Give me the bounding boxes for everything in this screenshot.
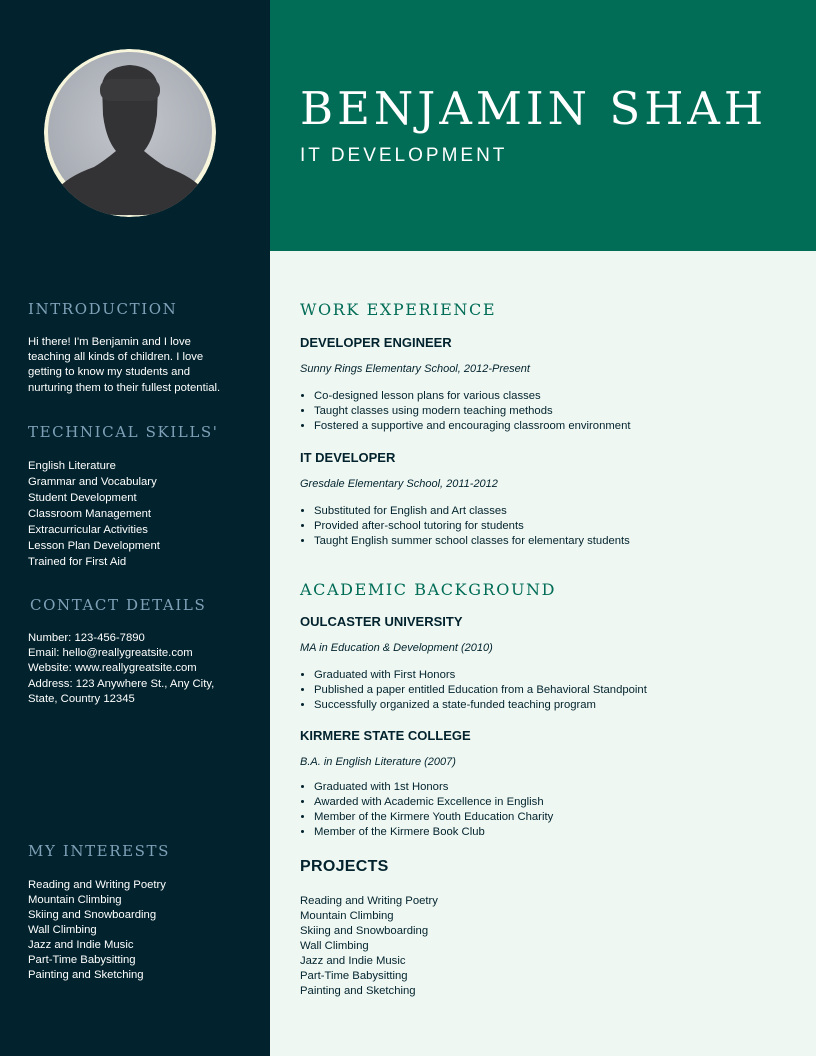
- interest-item: Painting and Sketching: [28, 969, 144, 981]
- school-bullets: [300, 780, 553, 840]
- project-item: Reading and Writing Poetry: [300, 895, 438, 907]
- contact-email: Email: hello@reallygreatsite.com: [28, 647, 193, 660]
- skill-item: English Literature: [28, 460, 116, 472]
- job-title: DEVELOPER ENGINEER: [300, 335, 452, 350]
- skill-item: Trained for First Aid: [28, 556, 127, 568]
- project-item: Skiing and Snowboarding: [300, 925, 429, 937]
- skill-item: Grammar and Vocabulary: [28, 476, 157, 488]
- interest-item: Part-Time Babysitting: [28, 954, 136, 966]
- bullet-item: • Member of the Kirmere Book Club: [314, 825, 553, 840]
- job-subtitle: Sunny Rings Elementary School, 2012-Present: [300, 363, 530, 375]
- skill-item: Classroom Management: [28, 508, 152, 520]
- interests-list: [28, 878, 166, 983]
- person-silhouette-icon: [44, 49, 216, 217]
- projects-list: [300, 894, 438, 999]
- school-title: KIRMERE STATE COLLEGE: [300, 728, 471, 743]
- bullet-item: • Taught English summer school classes for elementary students: [314, 534, 630, 549]
- introduction-text: Hi there! I'm Benjamin and I love teaching all kinds of children. I love getting to know my students and nurturing them to their fullest potential.: [28, 336, 221, 394]
- candidate-name: BENJAMIN SHAH: [300, 82, 768, 135]
- bullet-item: • Substituted for English and Art classes: [314, 504, 630, 519]
- project-item: Mountain Climbing: [300, 910, 394, 922]
- work-experience-heading: WORK EXPERIENCE: [300, 300, 497, 319]
- interests-heading: MY INTERESTS: [28, 842, 171, 860]
- job-bullets: [300, 504, 630, 549]
- contact-number: Number: 123-456-7890: [28, 632, 145, 644]
- contact-details: [28, 631, 228, 707]
- bullet-item: • Published a paper entitled Education from a Behavioral Standpoint: [314, 683, 647, 698]
- job-title: IT DEVELOPER: [300, 450, 396, 465]
- bullet-item: • Member of the Kirmere Youth Education Charity: [314, 810, 553, 825]
- contact-website: Website: www.reallygreatsite.com: [28, 662, 197, 675]
- bullet-item: • Graduated with First Honors: [314, 668, 647, 683]
- bullet-item: • Graduated with 1st Honors: [314, 780, 553, 795]
- interest-item: Wall Climbing: [28, 924, 97, 936]
- school-subtitle: B.A. in English Literature (2007): [300, 756, 456, 768]
- skills-list: [28, 458, 160, 570]
- skills-heading: TECHNICAL SKILLS': [28, 423, 219, 441]
- contact-address: Address: 123 Anywhere St., Any City, State, Country 12345: [28, 677, 215, 705]
- interest-item: Reading and Writing Poetry: [28, 879, 166, 891]
- project-item: Part-Time Babysitting: [300, 970, 408, 982]
- skill-item: Lesson Plan Development: [28, 540, 160, 552]
- skill-item: Extracurricular Activities: [28, 524, 148, 536]
- projects-heading: PROJECTS: [300, 858, 389, 875]
- interest-item: Jazz and Indie Music: [28, 939, 134, 951]
- introduction-heading: INTRODUCTION: [28, 300, 178, 318]
- bullet-item: • Provided after-school tutoring for students: [314, 519, 630, 534]
- school-bullets: [300, 668, 647, 713]
- project-item: Wall Climbing: [300, 940, 369, 952]
- profile-photo: [44, 49, 216, 217]
- candidate-role: IT DEVELOPMENT: [300, 145, 508, 166]
- contact-heading: CONTACT DETAILS: [30, 596, 207, 614]
- bullet-item: • Successfully organized a state-funded teaching program: [314, 698, 647, 713]
- bullet-item: • Taught classes using modern teaching methods: [314, 404, 631, 419]
- interest-item: Skiing and Snowboarding: [28, 909, 157, 921]
- academic-background-heading: ACADEMIC BACKGROUND: [300, 580, 557, 599]
- job-subtitle: Gresdale Elementary School, 2011-2012: [300, 478, 498, 490]
- job-bullets: [300, 389, 631, 434]
- interest-item: Mountain Climbing: [28, 894, 122, 906]
- project-item: Painting and Sketching: [300, 985, 416, 997]
- school-subtitle: MA in Education & Development (2010): [300, 642, 493, 654]
- bullet-item: • Awarded with Academic Excellence in English: [314, 795, 553, 810]
- bullet-item: • Fostered a supportive and encouraging classroom environment: [314, 419, 631, 434]
- bullet-item: • Co-designed lesson plans for various classes: [314, 389, 631, 404]
- project-item: Jazz and Indie Music: [300, 955, 406, 967]
- skill-item: Student Development: [28, 492, 137, 504]
- school-title: OULCASTER UNIVERSITY: [300, 614, 463, 629]
